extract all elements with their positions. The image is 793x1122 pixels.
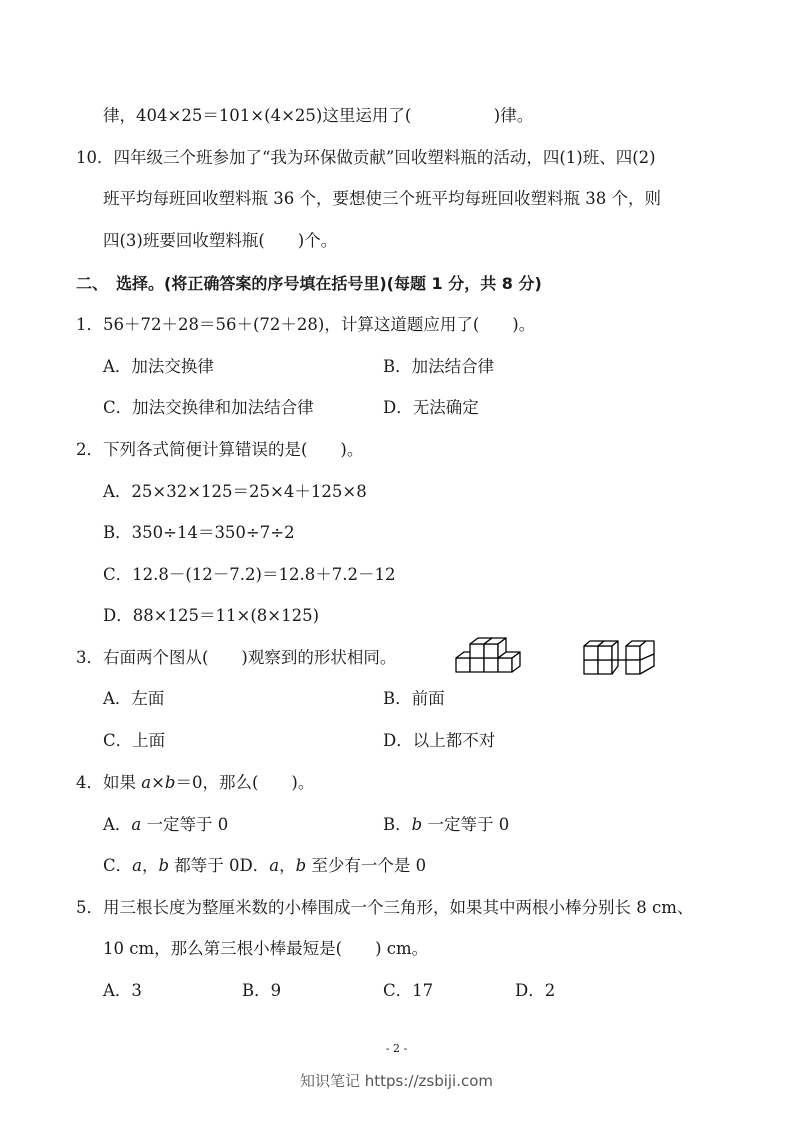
- watermark: 知识笔记 https://zsbiji.com: [299, 1072, 494, 1090]
- var-a: a: [269, 856, 280, 875]
- var-a: a: [132, 856, 142, 875]
- q1-option-b: B．加法结合律: [383, 357, 495, 376]
- q2-option-a: A．25×32×125＝25×4＋125×8: [103, 482, 367, 501]
- q1-option-d: D．无法确定: [383, 398, 479, 417]
- q4-option-cd: [103, 854, 426, 878]
- option-letter: A．: [103, 815, 132, 834]
- q1-stem: 1．56＋72＋28＝56＋(72＋28)，计算这道题应用了( )。: [76, 315, 536, 334]
- var-a: a: [131, 815, 142, 834]
- q4-stem-suffix: ＝0，那么( )。: [175, 773, 315, 792]
- q3-option-b: B．前面: [383, 689, 445, 708]
- var-b: b: [411, 815, 423, 834]
- q2-stem: 2．下列各式简便计算错误的是( )。: [76, 440, 364, 459]
- option-text: 至少有一个是 0: [306, 856, 427, 875]
- q5-option-a: A．3: [103, 981, 142, 1000]
- q9-continuation: 律，404×25＝101×(4×25)这里运用了( )律。: [103, 106, 534, 125]
- q5-option-c: C．17: [383, 981, 434, 1000]
- comma: ，: [279, 856, 296, 875]
- q10-line2: 班平均每班回收塑料瓶 36 个，要想使三个班平均每班回收塑料瓶 38 个，则: [103, 189, 661, 208]
- q1-option-c: C．加法交换律和加法结合律: [103, 398, 314, 417]
- var-b: b: [164, 773, 176, 792]
- q5-line2: 10 cm，那么第三根小棒最短是( ) cm。: [103, 939, 429, 958]
- times-sign: ×: [151, 773, 165, 792]
- q5-option-b: B．9: [242, 981, 282, 1000]
- q4-option-b: [383, 813, 509, 837]
- q10-line1: 10．四年级三个班参加了“我为环保做贡献”回收塑料瓶的活动，四(1)班、四(2): [76, 148, 656, 167]
- q10-line3: 四(3)班要回收塑料瓶( )个。: [103, 231, 338, 250]
- q3-stem: 3．右面两个图从( )观察到的形状相同。: [76, 648, 397, 667]
- section-2-heading: 二、 选择。(将正确答案的序号填在括号里)(每题 1 分，共 8 分): [76, 274, 542, 293]
- comma: ，: [141, 856, 159, 875]
- option-text: 都等于 0D．: [169, 856, 270, 875]
- q2-option-c: C．12.8－(12－7.2)＝12.8＋7.2－12: [103, 565, 396, 584]
- page-number: - 2 -: [385, 1042, 408, 1055]
- cube-stack-figure-2: [580, 636, 660, 678]
- q4-option-a: [103, 813, 228, 837]
- q1-option-a: A．加法交换律: [103, 357, 214, 376]
- q2-option-b: B．350÷14＝350÷7÷2: [103, 523, 295, 542]
- q3-option-a: A．左面: [103, 689, 165, 708]
- q5-option-d: D．2: [515, 981, 556, 1000]
- var-b: b: [158, 856, 170, 875]
- cube-stack-figure-1: [452, 636, 530, 678]
- var-b: b: [295, 856, 307, 875]
- q5-line1: 5．用三根长度为整厘米数的小棒围成一个三角形，如果其中两根小棒分别长 8 cm、: [76, 898, 694, 917]
- q4-stem-prefix: 4．如果: [76, 773, 142, 792]
- q3-option-d: D．以上都不对: [383, 731, 496, 750]
- q3-option-c: C．上面: [103, 731, 166, 750]
- q2-option-d: D．88×125＝11×(8×125): [103, 606, 320, 625]
- option-text: 一定等于 0: [141, 815, 229, 834]
- option-letter: C．: [103, 856, 133, 875]
- option-letter: B．: [383, 815, 412, 834]
- var-a: a: [141, 773, 152, 792]
- option-text: 一定等于 0: [422, 815, 510, 834]
- q4-stem: [76, 771, 314, 795]
